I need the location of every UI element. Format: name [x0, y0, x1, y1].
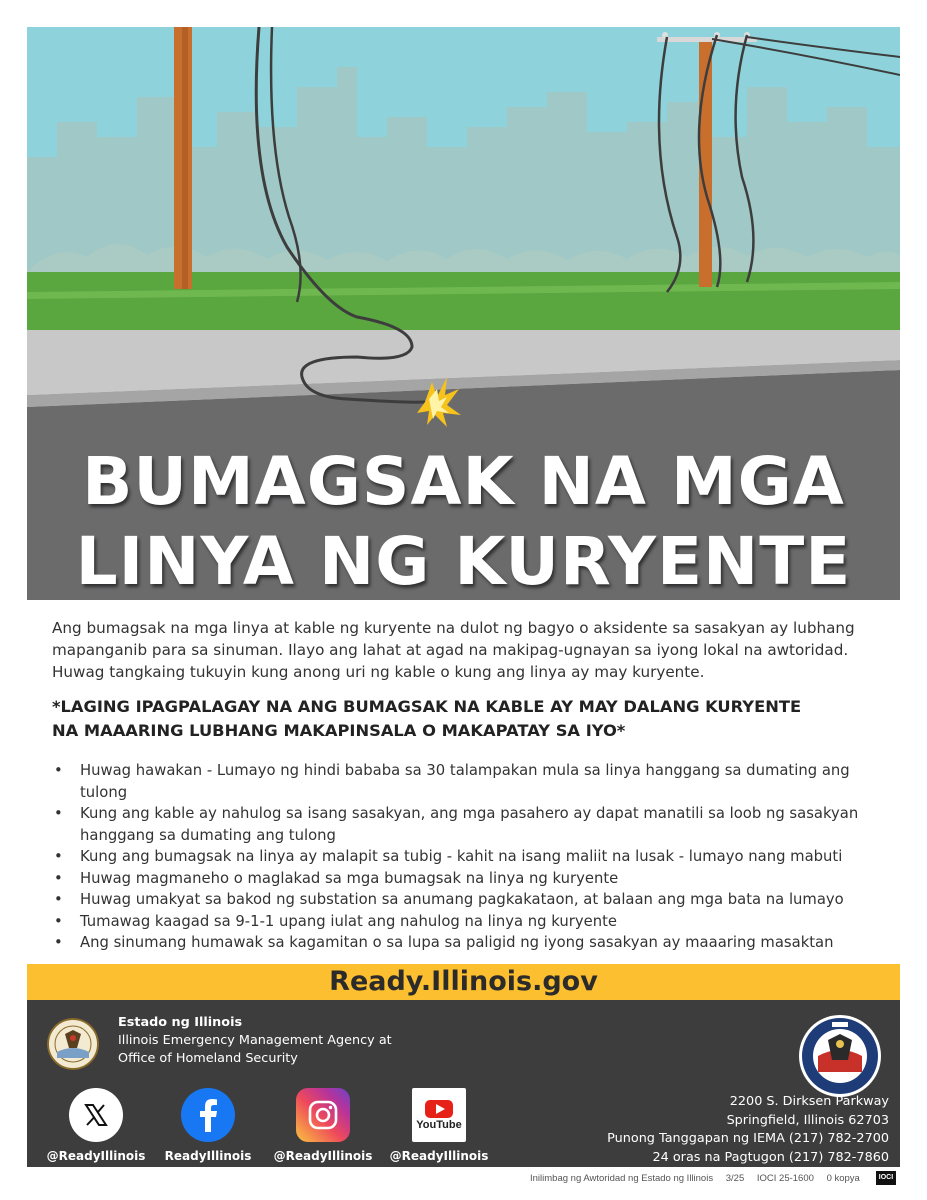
agency-block: [118, 1014, 392, 1068]
bullet-icon: •: [54, 805, 63, 822]
social-handle: @ReadyIllinois: [46, 1149, 146, 1163]
warning-text: [52, 695, 882, 743]
poster-title-line1: BUMAGSAK NA MGA: [82, 443, 845, 520]
hq-phone: Punong Tanggapan ng IEMA (217) 782-2700: [607, 1131, 889, 1146]
address-city: Springfield, Illinois 62703: [726, 1112, 889, 1128]
list-item: • Kung ang bumagsak na linya ay malapit sa tubig - kahit na isang maliit na lusak - lumayo nang mabuti: [52, 846, 882, 868]
list-item: • Tumawag kaagad sa 9-1-1 upang iulat ang nahulog na linya ng kuryente: [52, 911, 882, 933]
list-item: • Huwag hawakan - Lumayo ng hindi bababa sa 30 talampakan mula sa linya hanggang sa dumating ang tulong: [54, 762, 850, 801]
address-block: [607, 1093, 889, 1167]
website-link[interactable]: Ready.Illinois.gov: [329, 966, 598, 997]
footer: [27, 1000, 900, 1167]
social-facebook[interactable]: [153, 1088, 263, 1163]
printer-logo-icon: IOCI: [876, 1171, 896, 1185]
bullet-icon: •: [54, 869, 63, 887]
list-item: • Huwag umakyat sa bakod ng substation sa anumang pagkakataon, at balaan ang mga bata na lumayo: [52, 889, 882, 911]
facebook-icon[interactable]: [181, 1088, 235, 1142]
warning-line2: NA MAAARING LUBHANG MAKAPINSALA O MAKAPATAY SA IYO*: [52, 721, 626, 740]
x-icon[interactable]: [69, 1088, 123, 1142]
print-authority-line: Inilimbag ng Awtoridad ng Estado ng Illinois 3/25 IOCI 25-1600 0 kopya: [530, 1173, 860, 1184]
agency-state: Estado ng Illinois: [118, 1015, 243, 1030]
agency-name-line1: Illinois Emergency Management Agency at: [118, 1033, 392, 1048]
social-handle: @ReadyIllinois: [389, 1149, 489, 1163]
youtube-logo-text: YouTube: [416, 1119, 462, 1131]
list-item: • Ang sinumang humawak sa kagamitan o sa lupa sa paligid ng iyong sasakyan ay maaaring masaktan: [52, 932, 882, 954]
social-handle: @ReadyIllinois: [273, 1149, 373, 1163]
website-banner: [27, 964, 900, 1000]
bullet-icon: •: [54, 848, 63, 865]
list-item: • Kung ang kable ay nahulog sa isang sasakyan, ang mga pasahero ay dapat manatili sa loob ng sasakyan hanggang sa dumating ang tulong: [54, 805, 859, 844]
iema-seal-icon: [798, 1014, 882, 1098]
address-street: 2200 S. Dirksen Parkway: [729, 1094, 889, 1109]
hero-illustration: [27, 27, 900, 600]
poster-title-line2: LINYA NG KURYENTE: [75, 523, 852, 600]
intro-paragraph: Ang bumagsak na mga linya at kable ng kuryente na dulot ng bagyo o aksidente sa sasakyan ay lubhang mapanganib para sa sinuman. Ilayo ang lahat at agad na makipag-ugnayan sa iyong lokal na awtoridad. Huwag tangkaing tukuyin kung anong uri ng kable o kung ang linya ay may kuryente.: [52, 619, 855, 681]
bullet-icon: •: [54, 912, 63, 930]
youtube-icon[interactable]: [412, 1088, 466, 1142]
bullet-icon: •: [54, 762, 63, 779]
list-item: • Huwag magmaneho o maglakad sa mga bumagsak na linya ng kuryente: [52, 868, 882, 890]
social-youtube[interactable]: [384, 1088, 494, 1163]
social-instagram[interactable]: [268, 1088, 378, 1163]
bullet-icon: •: [54, 891, 63, 908]
agency-name-line2: Office of Homeland Security: [118, 1051, 298, 1066]
bullet-icon: •: [54, 934, 63, 951]
social-x[interactable]: [41, 1088, 151, 1163]
safety-tips-list: [52, 760, 882, 954]
response-phone: 24 oras na Pagtugon (217) 782-7860: [652, 1149, 889, 1165]
warning-line1: *LAGING IPAGPALAGAY NA ANG BUMAGSAK NA KABLE AY MAY DALANG KURYENTE: [52, 697, 802, 716]
state-seal-icon: [47, 1018, 99, 1070]
social-handle: ReadyIllinois: [164, 1149, 252, 1163]
instagram-icon[interactable]: [296, 1088, 350, 1142]
